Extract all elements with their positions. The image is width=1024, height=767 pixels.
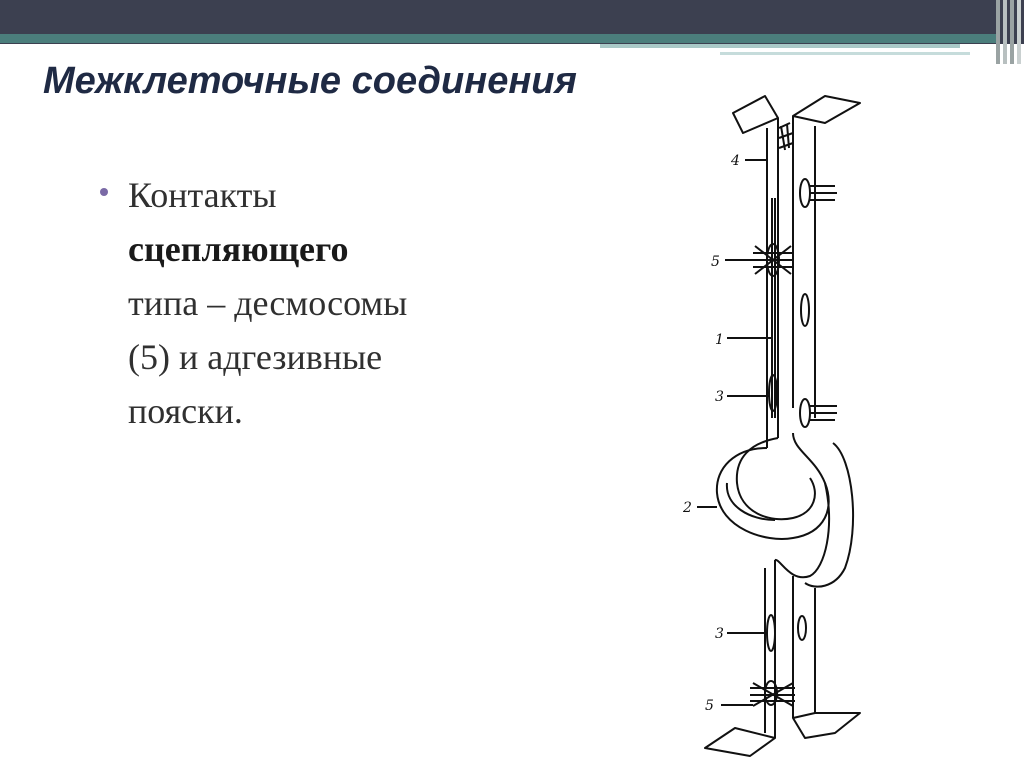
- bullet-text: [128, 168, 407, 438]
- header-bar: [0, 0, 1024, 44]
- bullet-line-4: (5) и адгезивные: [128, 337, 383, 377]
- top-right-plate: [793, 96, 860, 123]
- header-teal-strip: [0, 34, 1000, 43]
- bullet-item: [100, 168, 540, 438]
- label-4: 4: [731, 153, 740, 169]
- cell-junction-diagram: [675, 88, 875, 758]
- bullet-line-3: типа – десмосомы: [128, 283, 408, 323]
- bullet-list: [100, 168, 540, 438]
- bottom-right-plate: [793, 713, 860, 738]
- top-left-plate: [733, 96, 778, 133]
- label-5-lower: 5: [705, 698, 714, 714]
- label-1: 1: [715, 332, 724, 348]
- bullet-line-5: пояски.: [128, 391, 243, 431]
- label-2: 2: [683, 500, 692, 516]
- interdigitation-outer: [717, 433, 829, 539]
- tight-junction-mesh: [779, 123, 793, 150]
- slide-title: Межклеточные соединения: [43, 60, 577, 102]
- header-accent-line-2: [720, 52, 970, 55]
- label-3-lower: 3: [715, 626, 724, 642]
- bullet-dot-icon: [100, 188, 108, 196]
- adhesion-belt-lower: [767, 615, 775, 651]
- interdigitation-inner: [737, 438, 815, 519]
- label-5-upper: 5: [711, 254, 720, 270]
- bullet-emphasis: сцепляющего: [128, 229, 349, 269]
- corner-stripes-decoration: [994, 0, 1024, 64]
- bullet-line-1: Контакты: [128, 175, 277, 215]
- label-3-upper: 3: [715, 389, 724, 405]
- header-accent-line: [600, 44, 960, 48]
